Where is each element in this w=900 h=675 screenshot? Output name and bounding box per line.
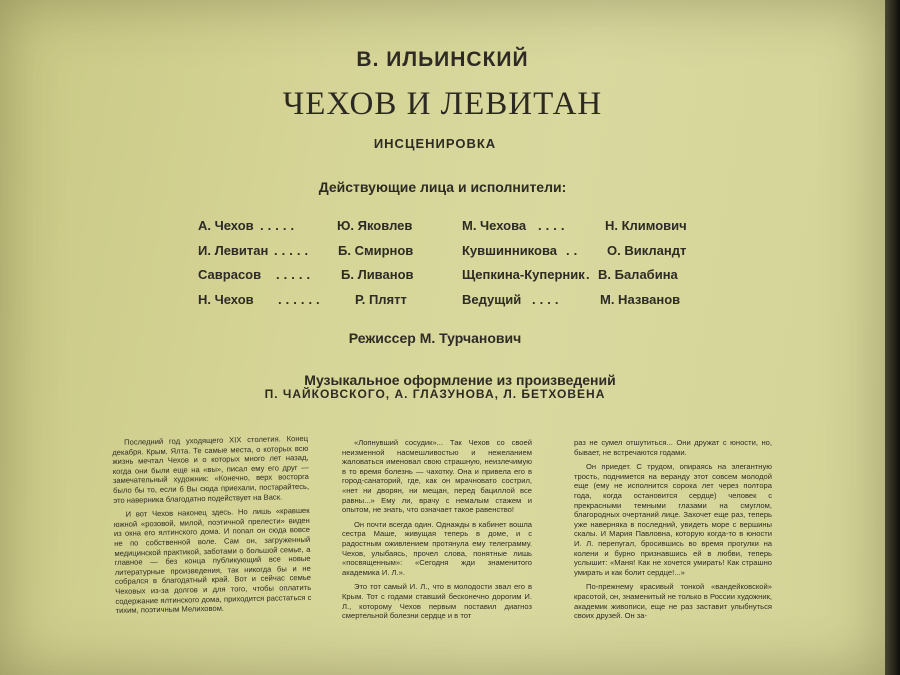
paragraph: По-прежнему красивый тонкой «вандейковской» красотой, он, знаменитый не только в России художник, академик живописи, еще не раз заставит улыбнуться своих друзей. Он за- xyxy=(574,582,772,621)
cast-actor: Б. Ливанов xyxy=(341,267,414,282)
cast-leader-dots: ..... xyxy=(274,242,313,258)
cast-actor: В. Балабина xyxy=(598,267,678,282)
cast-leader-dots: .... xyxy=(532,291,563,307)
work-subtitle: ИНСЦЕНИРОВКА xyxy=(373,136,497,151)
paragraph: Последний год уходящего XIX столетия. Конец декабря. Крым. Ялта. Те самые места, о которых всю жизнь мечтал Чехов и о которых много лет назад, когда они были еще на «вы», писал ему его друг — замечательный художник: «Конечно, верх восторга было бы то, если б Вы сюда приехали, постарайтесь, это наверника благодатно подействует на Васк. xyxy=(112,433,310,505)
cast-actor: М. Названов xyxy=(600,291,681,307)
music-credit-intro: Музыкальное оформление из произведений xyxy=(304,372,616,388)
text-column-1 xyxy=(112,434,312,621)
author-name: В. ИЛЬИНСКИЙ xyxy=(356,48,529,71)
cast-leader-dots: ..... xyxy=(260,218,299,233)
cast-actor: О. Викландт xyxy=(607,242,687,258)
text-column-2 xyxy=(342,438,532,626)
cast-row xyxy=(198,218,418,243)
cast-row xyxy=(462,218,697,243)
cast-row xyxy=(462,243,697,268)
cast-role: А. Чехов xyxy=(198,218,254,233)
cast-role: Кувшинникова xyxy=(462,242,558,258)
cast-row xyxy=(462,267,697,292)
paragraph: раз не сумел отшутиться... Они дружат с юности, но, бывает, не встречаются годами. xyxy=(574,438,772,457)
cast-leader-dots: ...... xyxy=(278,291,324,307)
paragraph: Он почти всегда один. Однажды в кабинет вошла сестра Маше, живущая теперь в доме, и с радостным оживлением протянула ему телеграмму. Чехов, улыбаясь, прочел слова, понятные лишь «посвященным»: «Сегодня жди знаменитого академика И. Л.». xyxy=(342,519,532,577)
paragraph: И вот Чехов наконец здесь. Но лишь «кравшек южной «розовой, милой, поэтичной прелести» виден из окна его ялтинского дома. И попал он сюда вовсе не по собственной воле. Сам он, загруженный медицинской практикой, заботами о большой семье, а главное — без конца публикующий все новые литературные произведения, так никогда бы и не собрался в благодатный край. Вот и сейчас семье Чеховых из-за долгов и для того, чтобы оплатить содержание ялтинского дома, приходится расстаться с тихим, поэтичным Мелиховом. xyxy=(113,506,312,616)
cast-row xyxy=(198,243,418,268)
cast-role: Саврасов xyxy=(198,267,262,282)
director-credit: Режиссер М. Турчанович xyxy=(348,330,522,346)
cast-role: М. Чехова xyxy=(462,218,527,233)
cast-actor: Н. Климович xyxy=(605,218,687,233)
cast-row xyxy=(198,267,418,292)
work-title: ЧЕХОВ И ЛЕВИТАН xyxy=(282,86,603,122)
sleeve-edge-shadow xyxy=(885,0,900,675)
text-column-3 xyxy=(574,438,772,626)
cast-actor: Ю. Яковлев xyxy=(337,218,413,233)
cast-heading: Действующие лица и исполнители: xyxy=(318,179,567,195)
cast-leader-dots: ..... xyxy=(276,267,315,282)
paragraph: «Лопнувший сосудик»... Так Чехов со своей неизменной насмешливостью и нежеланием жаловаться именовал свою страшную, неизлечимую в то время болезнь — чахотку. Она и привела его в город-санаторий, где, как он мрачновато сострил, «нет ни дворян, ни мещан, перед бациллой все равны...» Ему ли, врачу с немалым стажем и опытом, не знать, что означает такое равенство! xyxy=(342,438,532,515)
cast-role: Н. Чехов xyxy=(198,291,254,307)
music-credit-composers: П. ЧАЙКОВСКОГО, А. ГЛАЗУНОВА, Л. БЕТХОВЕНА xyxy=(264,387,606,401)
paragraph: Он приедет. С трудом, опираясь на элегантную трость, поднимется на веранду этот совсем молодой еще (ему не исполнится сорока лет через полтора года, когда остановится сердце) человек с прекрасными темными глазами на смуглом, благородных очертаний лице. Захочет еще раз, теперь уже наверняка в последний, увидеть море с вершины скалы. И Мария Павловна, которую когда-то в юности И. Л. перепугал, бросившись во время прогулки на колени и бурно признавшись ей в любви, теперь услышит: «Маня! Как не хочется умирать! Как страшно умирать и как болит сердце!...» xyxy=(574,462,772,577)
cast-leader-dots: .. xyxy=(566,242,582,258)
cast-list-left xyxy=(198,218,418,316)
cast-row xyxy=(198,292,418,317)
cast-role: Ведущий xyxy=(462,291,522,307)
cast-leader-dots: .... xyxy=(538,218,569,233)
cast-role: И. Левитан xyxy=(198,242,269,258)
cast-actor: Б. Смирнов xyxy=(338,242,414,258)
cast-list-right xyxy=(462,218,697,316)
cast-leader-dots: . xyxy=(586,267,594,282)
cast-row xyxy=(462,292,697,317)
cast-role: Щепкина-Куперник xyxy=(462,267,585,282)
paragraph: Это тот самый И. Л., что в молодости звал его в Крым. Тот с годами ставший бесконечно дорогим И. Л., которому Чехов первым поставил диагноз смертельной болезни сердце и в тот xyxy=(342,582,532,621)
cast-actor: Р. Плятт xyxy=(355,291,407,307)
